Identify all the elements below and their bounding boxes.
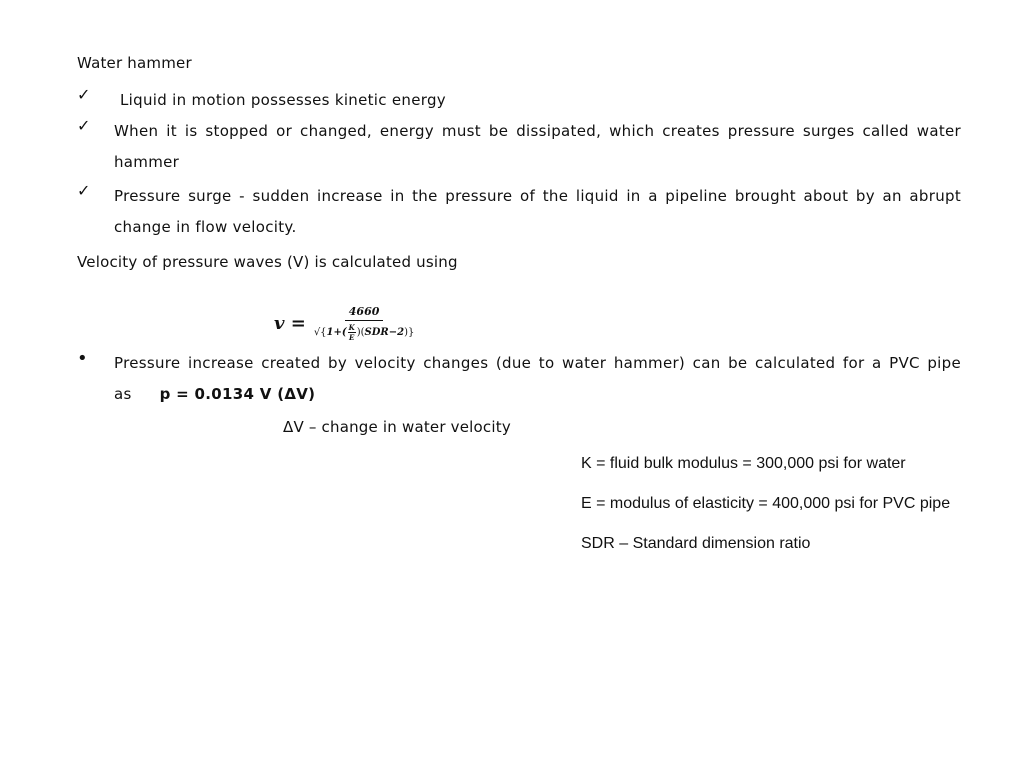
formula-k: K: [348, 322, 355, 332]
formula-paren: )(: [356, 326, 365, 338]
delta-v-definition: ΔV – change in water velocity: [283, 418, 511, 436]
bullet-text: When it is stopped or changed, energy must be dissipated, which creates pressure surges called water hammer: [114, 122, 961, 171]
bullet-item: [77, 181, 961, 243]
definitions-list: [581, 454, 950, 574]
velocity-intro: Velocity of pressure waves (V) is calculated using: [77, 253, 458, 271]
wave-velocity-formula: [274, 303, 414, 343]
formula-numerator: 4660: [345, 305, 384, 321]
bullet-item: [77, 116, 961, 178]
definition-e: E = modulus of elasticity = 400,000 psi for PVC pipe: [581, 495, 951, 512]
formula-lhs: 𝒗 =: [274, 312, 306, 334]
formula-sqrt-open: √{: [313, 326, 327, 338]
slide-title: Water hammer: [77, 54, 192, 72]
bullet-item: [77, 85, 961, 116]
formula-sdr: SDR−2: [364, 326, 405, 338]
formula-k-over-e: [348, 323, 356, 342]
pressure-formula: p = 0.0134 V (ΔV): [159, 385, 316, 403]
checkmark-icon: ✓: [77, 116, 91, 135]
definition-sdr: SDR – Standard dimension ratio: [581, 535, 811, 552]
checkmark-icon: ✓: [77, 85, 91, 104]
bullet-text: Liquid in motion possesses kinetic energy: [120, 91, 446, 109]
checkmark-icon: ✓: [77, 181, 91, 200]
formula-fraction: [314, 305, 415, 342]
bullet-text: [114, 348, 961, 410]
formula-denominator: [314, 321, 415, 342]
pressure-text: Pressure increase created by velocity changes (due to water hammer) can be calculated for a PVC pipe as: [114, 354, 961, 403]
definition-k: K = fluid bulk modulus = 300,000 psi for water: [581, 455, 906, 472]
bullet-dot-icon: •: [77, 348, 88, 369]
bullet-text: Pressure surge - sudden increase in the pressure of the liquid in a pipeline brought about by an abrupt change in flow velocity.: [114, 187, 961, 236]
formula-one-plus: 1+(: [326, 326, 347, 338]
formula-e: E: [349, 332, 355, 342]
pressure-bullet: [77, 348, 961, 410]
formula-sqrt-close: )}: [404, 326, 415, 338]
